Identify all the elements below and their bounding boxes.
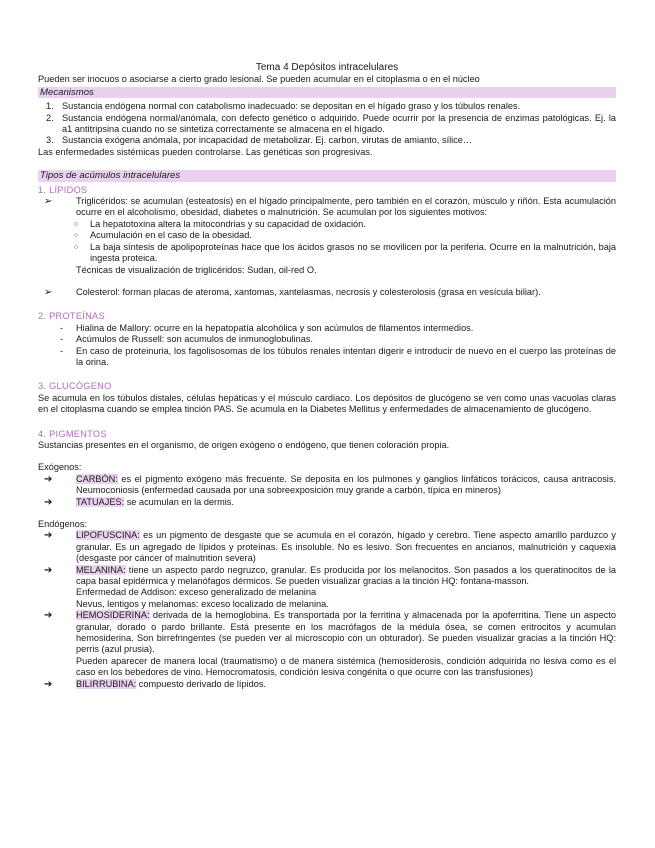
arrow-bullet-icon: ➔	[44, 473, 53, 485]
motivo-text: La hepatotoxina altera la mitocondrias y su capacidad de oxidación.	[90, 218, 366, 229]
bilirrubina-item	[38, 679, 616, 690]
pigment-tag: BILIRRUBINA:	[76, 678, 137, 689]
pigment-tag: MELANINA:	[76, 564, 126, 575]
proteina-text: Acúmulos de Russell: son acumulos de inmunoglobulinas.	[76, 334, 313, 345]
subheading-proteinas: 2. PROTEÍNAS	[38, 311, 105, 322]
arrow-bullet-icon: ➔	[44, 564, 53, 576]
proteina-text: En caso de proteinuria, los fagolisosomas de los túbulos renales intentan digerir e introducir de nuevo en el cuerpo las proteínas de la orina.	[76, 345, 616, 367]
pigment-tag: TATUAJES:	[76, 496, 125, 507]
pigmentos-text: Sustancias presentes en el organismo, de origen exógeno o endógeno, que tienen coloración propia.	[38, 439, 450, 450]
arrow-bullet-icon: ➔	[44, 530, 53, 542]
trigliceridos-item	[38, 196, 616, 219]
list-item-text: Sustancia exógena anómala, por incapacidad de metabolizar. Ej. carbon, virutas de amianto, sílice…	[62, 135, 473, 146]
motivo-text: Acumulación en el caso de la obesidad.	[90, 230, 252, 241]
list-item	[38, 101, 616, 112]
arrow-bullet-icon: ➔	[44, 678, 53, 690]
pigment-tag: CARBÓN:	[76, 473, 118, 484]
arrow-bullet-icon: ➢	[44, 286, 53, 298]
pigment-tag: HEMOSIDERINA:	[76, 610, 150, 621]
pigment-text: derivada de la hemoglobina. Es transportada por la ferritina y almacenada por la apoferritina. Tiene un aspecto granular, dorado o pardo brillante. Está presente en los macrófagos de la médula ósea, se comen eritrocitos y acumulan hemosiderina. Son birrefringentes (se pueden ver al microscopio con un obturador). Se pueden visualizar gracias a la tinción HQ: perris (azul prusia).	[76, 610, 616, 655]
melanina-extra: Nevus, lentigos y melanomas: exceso localizado de melanina.	[76, 598, 329, 609]
proteina-item	[38, 334, 616, 345]
subheading-pigmentos: 4. PIGMENTOS	[38, 428, 107, 439]
section-heading-mecanismos: Mecanismos	[38, 87, 616, 98]
mecanismos-note: Las enfermedades sistémicas pueden controlarse. Las genéticas son progresivas.	[38, 146, 373, 157]
circle-bullet-icon: ○	[74, 243, 79, 251]
list-item-text: Sustancia endógena normal con catabolismo inadecuado: se depositan en el hígado graso y los túbulos renales.	[62, 101, 521, 112]
dash-bullet-icon: -	[60, 334, 64, 345]
subheading-glucogeno: 3. GLUCÓGENO	[38, 381, 112, 392]
list-item-text: Sustancia endógena normal/anómala, con defecto genético o adquirido. Puede ocurrir por la presencia de enzimas patológicas. Ej. la a1 antitripsina cuando no se sintetiza correctamente se almacena en el hígado.	[62, 112, 616, 135]
arrow-bullet-icon: ➔	[44, 496, 53, 508]
list-item	[38, 113, 616, 136]
document-title: Tema 4 Depósitos intracelulares	[255, 62, 399, 73]
pigment-tag: LIPOFUSCINA:	[76, 530, 140, 541]
proteina-text: Hialina de Mallory: ocurre en la hepatopatía alcohólica y son acúmulos de filamentos intermedios.	[76, 322, 474, 333]
hemosiderina-item	[38, 610, 616, 656]
circle-bullet-icon: ○	[74, 232, 79, 240]
lipofuscina-item	[38, 530, 616, 564]
pigment-text: es el pigmento exógeno más frecuente. Se deposita en los pulmones y ganglios linfáticos torácicos, causa antracosis. Neumoconiosis (enfermedad causada por una sobreexposición muy grande a carbón, típica en mineros)	[76, 473, 616, 496]
motivo-item	[38, 219, 616, 230]
glucogeno-text: Se acumula en los túbulos distales, células hepáticas y el músculo cardiaco. Los depósitos de glucógeno se ven como unas vacuolas claras en el citoplasma cuando se emplea tinción PAS. Se acumula en la Diabetes Mellitus y enfermedades de almacenamiento de glucógeno.	[38, 392, 616, 415]
dash-bullet-icon: -	[60, 322, 64, 333]
tecnicas-text: Técnicas de visualización de triglicéridos: Sudan, oil-red O.	[76, 264, 317, 275]
arrow-bullet-icon: ➔	[44, 610, 53, 622]
melanina-extra: Enfermedad de Addison: exceso generalizado de melanina	[76, 587, 317, 598]
arrow-bullet-icon: ➢	[44, 196, 53, 208]
exogeno-item	[38, 474, 616, 497]
melanina-item	[38, 565, 616, 588]
intro-text: Pueden ser inocuos o asociarse a cierto grado lesional. Se pueden acumular en el citoplasma o en el núcleo	[38, 74, 480, 85]
endogenos-label: Endógenos:	[38, 519, 88, 529]
colesterol-item	[38, 287, 616, 298]
dash-bullet-icon: -	[60, 345, 64, 356]
proteina-item	[38, 323, 616, 334]
proteina-item	[38, 346, 616, 369]
motivo-item	[38, 242, 616, 265]
pigment-text: compuesto derivado de lípidos.	[136, 678, 266, 689]
motivo-item	[38, 230, 616, 241]
list-number: 3.	[46, 135, 54, 146]
hemosiderina-extra: Pueden aparecer de manera local (traumatismo) o de manera sistémica (hemosiderosis, condición adquirida no lesiva como es el caso en los bebedores de vino. Hemocromatosis, condición lesiva congénita o que ocurre con las transfusiones)	[76, 655, 616, 678]
exogeno-item	[38, 497, 616, 508]
motivo-text: La baja síntesis de apolipoproteínas hace que los ácidos grasos no se movilicen por la periferia. Ocurre en la malnutrición, baja ingesta proteica.	[90, 241, 616, 264]
trigliceridos-text: Triglicéridos: se acumulan (esteatosis) en el hígado principalmente, pero también en el corazón, músculo y riñón. Esta acumulación ocurre en el alcoholismo, obesidad, diabetes o malnutrición. Se acumulan por los siguientes motivos:	[76, 196, 616, 218]
exogenos-label: Exógenos:	[38, 462, 82, 473]
pigment-text: es un pigmento de desgaste que se acumula en el corazón, hígado y cerebro. Tiene aspecto amarillo parduzco y granular. Es un agregado de lípidos y proteínas. Es insoluble. No es lesivo. Son frecuentes en ancianos, malnutrición y caquexia (desgaste por cáncer of malnutrition severa)	[76, 530, 616, 564]
subheading-lipidos: 1. LÍPIDOS	[38, 184, 88, 195]
circle-bullet-icon: ○	[74, 220, 79, 228]
document-page	[38, 62, 616, 690]
mecanismos-list	[38, 101, 616, 147]
colesterol-text: Colesterol: forman placas de ateroma, xantomas, xantelasmas, necrosis y colesterolosis (grasa en vesícula biliar).	[76, 286, 541, 297]
section-heading-tipos: Tipos de acúmulos intracelulares	[38, 170, 616, 181]
list-item	[38, 135, 616, 146]
pigment-text: tiene un aspecto pardo negruzco, granular. Es producida por los melanocitos. Son pasados a los queratinocitos de la capa basal epidérmica y melanófagos dérmicos. Se pueden visualizar gracias a la tinción HQ: fontana-masson.	[76, 564, 616, 587]
list-number: 2.	[46, 112, 54, 123]
pigment-text: se acumulan en la dermis.	[124, 496, 234, 507]
list-number: 1.	[46, 101, 54, 112]
